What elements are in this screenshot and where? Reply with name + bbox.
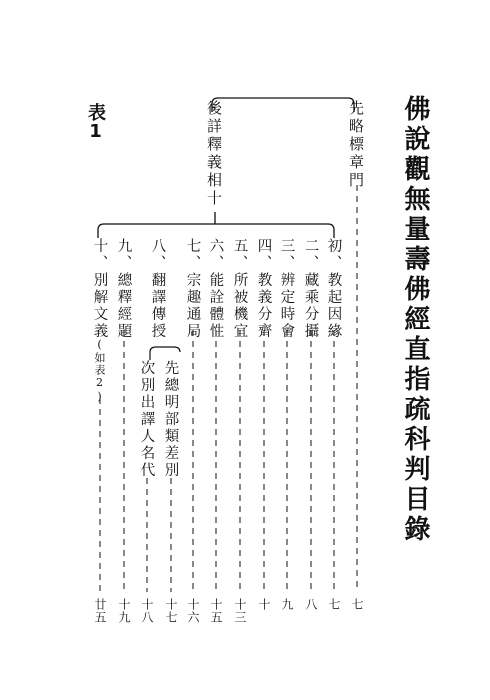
item-5: 五、所被機宜 bbox=[231, 238, 248, 340]
item-8: 八、翻譯傳授 bbox=[149, 238, 166, 340]
page-num-4: 十 bbox=[257, 598, 271, 611]
page-num-header: 七 bbox=[350, 598, 364, 611]
item-2: 二、藏乘分攝 bbox=[302, 238, 319, 340]
item-10-note: (如表2) bbox=[93, 338, 106, 404]
top-bracket bbox=[212, 98, 354, 112]
page-num-9: 十九 bbox=[117, 598, 131, 624]
table-tag: 表1 bbox=[85, 103, 106, 142]
item-1: 初、教起因緣 bbox=[325, 238, 342, 340]
page-num-6: 十五 bbox=[209, 598, 223, 624]
page-title: 佛說觀無量壽佛經直指疏科判目錄 bbox=[400, 95, 430, 545]
header-detail: 後詳釋義相十 bbox=[205, 100, 223, 208]
page-num-5: 十三 bbox=[233, 598, 247, 624]
page-num-8-sub-1: 十七 bbox=[164, 598, 178, 624]
page-num-2: 八 bbox=[304, 598, 318, 611]
item-3: 三、辨定時會 bbox=[278, 238, 295, 340]
item-8-sub-2: 次別出譯人名代 bbox=[138, 360, 155, 479]
items-bracket bbox=[98, 224, 334, 238]
item-6: 六、能詮體性 bbox=[207, 238, 224, 340]
item-7: 七、宗趣通局 bbox=[184, 238, 201, 340]
item-9: 九、總釋經題 bbox=[115, 238, 132, 340]
page-num-8-sub-2: 十八 bbox=[140, 598, 154, 624]
sub-bracket bbox=[150, 347, 180, 360]
page-num-3: 九 bbox=[280, 598, 294, 611]
page-num-10: 廿五 bbox=[93, 598, 107, 624]
item-8-sub-1: 先總明部類差別 bbox=[162, 360, 179, 479]
item-4: 四、教義分齊 bbox=[255, 238, 272, 340]
item-10: 十、別解文義 bbox=[91, 238, 108, 340]
page-num-1: 七 bbox=[327, 598, 341, 611]
header-overview: 先略標章門 bbox=[347, 100, 365, 190]
page-num-7: 十六 bbox=[186, 598, 200, 624]
